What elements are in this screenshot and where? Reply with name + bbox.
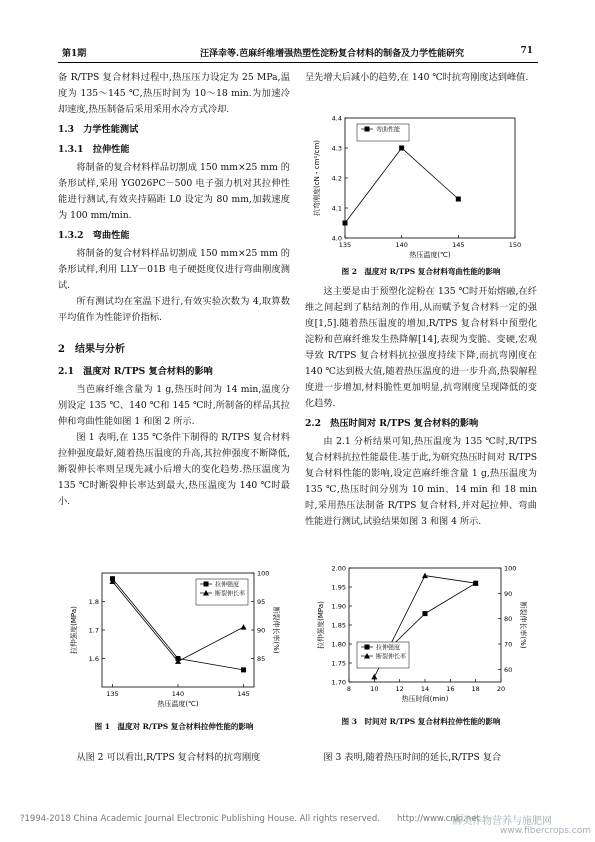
fig3-y2label: 断裂伸长率(%): [519, 601, 527, 649]
fig3-y2tick-label: 70: [504, 640, 513, 649]
fig1-y2tick-label: 85: [257, 655, 266, 663]
fig1-ytick-label: 1.6: [88, 655, 99, 663]
right-column-top: [305, 70, 537, 86]
fig2-ylabel: 抗弯刚度(cN・cm²/cm): [313, 139, 321, 217]
chapter-heading: 2 结果与分析: [58, 344, 125, 355]
fig3-ytick-label: 1.90: [331, 602, 346, 611]
fig1-legend-label: 断裂伸长率: [215, 590, 246, 598]
fig1-chart: [58, 565, 290, 717]
left-column-bottom: [58, 750, 290, 766]
paragraph: 当芭麻纤维含量为 1 g,热压时间为 14 min,温度分别设定 135 ℃、140 ℃和 145 ℃时,所制备的样品其拉伸和弯曲性能如图 1 和图 2 所示.: [58, 384, 290, 427]
fig3-chart: [305, 560, 537, 712]
fig3-legend-marker: [365, 645, 370, 650]
fig1-y2label: 断裂伸长率(%): [272, 606, 280, 654]
fig3-ytick-label: 1.95: [331, 583, 346, 592]
fig1-data-point-2: [241, 624, 247, 630]
fig3-y2tick-label: 60: [504, 665, 513, 674]
fig3-legend-label: 拉伸强度: [376, 644, 401, 652]
fig3-ytick-label: 1.75: [331, 659, 346, 668]
fig3-ylabel: 拉伸强度(MPa): [317, 601, 325, 649]
section-heading: 2.1 温度对 R/TPS 复合材料的影响: [58, 366, 213, 377]
fig1-ytick-label: 1.7: [88, 626, 99, 635]
fig2-caption: 图 2 温度对 R/TPS 复合材料弯曲性能的影响: [341, 267, 501, 276]
fig1-y2tick-label: 100: [257, 569, 270, 578]
left-column: [58, 70, 290, 510]
fig2-series-line-1: [345, 148, 458, 223]
fig3-y2tick-label: 100: [504, 564, 517, 573]
fig2-ytick-label: 4.0: [331, 234, 342, 243]
fig2-xtick-label: 135: [338, 241, 352, 249]
fig3-xtick-label: 8: [346, 685, 352, 693]
fig1-caption: 图 1 温度对 R/TPS 复合材料拉伸性能的影响: [94, 722, 254, 731]
fig2-xtick-label: 140: [395, 241, 408, 249]
section-heading: 1.3.2 弯曲性能: [58, 230, 130, 241]
header-title: 汪泽幸等.芭麻纤维增强热塑性淀粉复合材料的制备及力学性能研究: [200, 49, 465, 59]
fig3-xtick-label: 18: [471, 685, 480, 693]
figure-2: [305, 110, 537, 280]
fig2-xlabel: 热压温度(℃): [409, 251, 451, 259]
fig3-data-point-2: [422, 573, 428, 579]
fig2-data-point-1: [399, 146, 404, 151]
fig3-ytick-label: 1.70: [331, 678, 346, 687]
fig1-legend-marker: [204, 582, 209, 587]
watermark-url: www.fibercrops.com: [500, 826, 591, 836]
fig2-data-point-1: [343, 221, 348, 226]
paragraph: 所有测试均在室温下进行,有效实验次数为 4,取算数平均值作为性能评价指标.: [58, 296, 290, 323]
watermark-text: 麻类作物营养与施肥网: [452, 816, 552, 827]
fig1-ylabel: 拉伸强度(MPa): [70, 606, 78, 654]
section-heading: 2.2 热压时间对 R/TPS 复合材料的影响: [305, 418, 479, 429]
figure-1: [58, 565, 290, 740]
issue-number: 第1期: [62, 49, 87, 59]
fig2-xtick-label: 150: [508, 241, 522, 249]
header-rule: [58, 62, 538, 63]
fig1-xtick-label: 135: [106, 690, 119, 698]
fig3-xtick-label: 12: [395, 685, 404, 693]
fig3-xtick-label: 10: [370, 685, 379, 693]
paragraph: 将制备的复合材料样品切割成 150 mm×25 mm 的条形试样,利用 LLY－01B 电子硬挺度仪进行弯曲刚度测试.: [58, 248, 290, 291]
paragraph: 图 3 表明,随着热压时间的延长,R/TPS 复合: [323, 752, 502, 763]
fig1-legend-label: 拉伸强度: [215, 581, 240, 589]
paragraph: 从图 2 可以看出,R/TPS 复合材料的抗弯刚度: [76, 752, 261, 763]
section-heading: 1.3.1 拉伸性能: [58, 144, 130, 155]
fig1-data-point-1: [241, 667, 246, 672]
fig3-caption: 图 3 时间对 R/TPS 复合材料拉伸性能的影响: [341, 717, 501, 726]
paragraph: 这主要是由于预塑化淀粉在 135 ℃时开始熔融,在纤维之间起到了粘结剂的作用,从而赋予复合材料一定的强度[1,5].随着热压温度的增加,R/TPS 复合材料中预塑化淀粉和芭麻纤维发生热降解[14],表现为变脆、变硬,宏观导致 R/TPS 复合材料抗拉强度持续下降,而抗弯刚度在 140 ℃达到极大值,随着热压温度的进一步升高,热裂解程度进一步增加,材料脆性更加明显,抗弯刚度呈现降低的变化趋势.: [305, 286, 537, 409]
fig3-legend-label: 断裂伸长率: [376, 653, 407, 661]
fig2-ytick-label: 4.3: [331, 144, 342, 153]
fig1-ytick-label: 1.8: [88, 598, 99, 606]
right-column-bottom: [305, 750, 537, 766]
paragraph: 将制备的复合材料样品切割成 150 mm×25 mm 的条形试样,采用 YG026PC－500 电子强力机对其拉伸性能进行测试,有效夹持隔距 L0 设定为 80 mm,加载速度为 100 mm/min.: [58, 162, 290, 221]
section-heading: 1.3 力学性能测试: [58, 124, 139, 135]
copyright-footer: ?1994-2018 China Academic Journal Electronic Publishing House. All rights reserved. http://www.cnki.net: [20, 814, 480, 824]
fig1-xtick-label: 145: [237, 690, 250, 698]
fig1-y2tick-label: 95: [257, 598, 266, 606]
fig2-ytick-label: 4.1: [331, 204, 342, 213]
fig3-xtick-label: 20: [496, 685, 506, 693]
fig3-ytick-label: 2.00: [331, 564, 346, 573]
fig2-xtick-label: 145: [452, 241, 465, 249]
fig3-y2tick-label: 90: [504, 589, 513, 598]
paragraph: 由 2.1 分析结果可知,热压温度为 135 ℃时,R/TPS 复合材料抗拉性能最佳.基于此,为研究热压时间对 R/TPS 复合材料性能的影响,设定芭麻纤维含量 1 g,热压温度为 135 ℃,热压时间分别为 10 min、14 min 和 18 min 时,采用热压法制备 R/TPS 复合材料,并对起拉伸、弯曲性能进行测试,试验结果如图 3 和图 4 所示.: [305, 436, 537, 527]
fig2-ytick-label: 4.2: [331, 174, 342, 183]
fig3-ytick-label: 1.80: [331, 640, 346, 649]
fig3-xtick-label: 16: [446, 685, 455, 693]
fig3-data-point-1: [423, 611, 428, 616]
figure-3: [305, 560, 537, 735]
fig3-y2tick-label: 80: [504, 615, 513, 624]
fig2-chart: [305, 110, 537, 262]
fig2-data-point-1: [456, 197, 461, 202]
fig3-xtick-label: 14: [420, 685, 430, 693]
fig3-data-point-2: [371, 674, 377, 680]
running-header: [0, 40, 595, 60]
fig2-ytick-label: 4.4: [331, 114, 342, 123]
fig3-xlabel: 热压时间(min): [401, 695, 449, 703]
paragraph: 呈先增大后减小的趋势,在 140 ℃时抗弯刚度达到峰值.: [305, 72, 529, 83]
paragraph: 备 R/TPS 复合材料过程中,热压压力设定为 25 MPa,温度为 135～145 ℃,热压时间为 10～18 min.为加速冷却速度,热压制备后采用采用水冷方式冷却.: [58, 72, 290, 115]
fig1-xtick-label: 140: [171, 690, 185, 698]
fig2-legend-label: 弯曲性能: [376, 126, 401, 134]
fig3-ytick-label: 1.85: [331, 621, 346, 630]
page-number: 71: [520, 46, 533, 56]
fig1-xlabel: 热压温度(℃): [157, 700, 199, 708]
fig1-y2tick-label: 90: [257, 626, 266, 635]
fig2-legend-marker: [365, 127, 370, 132]
right-column-middle: [305, 284, 537, 530]
paragraph: 图 1 表明,在 135 ℃条件下制得的 R/TPS 复合材料拉伸强度最好,随着热压温度的升高,其拉伸强度不断降低,断裂伸长率则呈现先减小后增大的变化趋势.热压温度为 135 ℃时断裂伸长率达到最大,热压温度为 140 ℃时最小.: [58, 432, 290, 507]
